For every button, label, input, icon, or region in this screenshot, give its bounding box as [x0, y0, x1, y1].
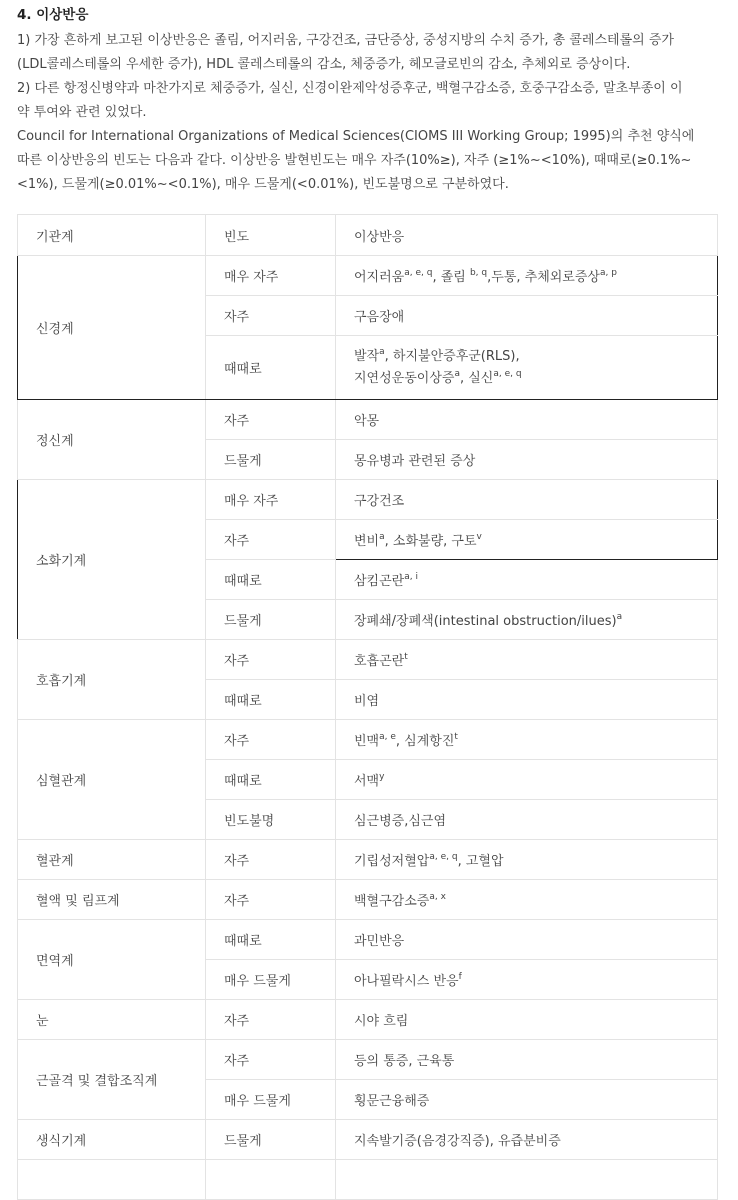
table-row: [18, 480, 718, 520]
paragraph-3: [17, 125, 721, 197]
header-organ-system: 기관계: [18, 215, 206, 256]
freq-cell: 매우 자주: [206, 480, 336, 520]
reaction-cell: 과민반응: [336, 920, 718, 960]
paragraph-2: [17, 77, 721, 125]
organ-cell-musculo: 근골격 및 결합조직계: [18, 1040, 206, 1120]
paragraph-3-line-1: Council for International Organizations of Medical Sciences(CIOMS III Working Group; 1995)의 추천 양식에: [17, 129, 695, 144]
freq-cell: 때때로: [206, 336, 336, 400]
table-row: [18, 1120, 718, 1160]
freq-cell: 때때로: [206, 560, 336, 600]
freq-cell: 자주: [206, 640, 336, 680]
freq-cell: 때때로: [206, 920, 336, 960]
freq-cell: 때때로: [206, 760, 336, 800]
reaction-cell: 등의 통증, 근육통: [336, 1040, 718, 1080]
paragraph-2-line-2: 약 투여와 관련 있었다.: [17, 105, 147, 120]
freq-cell: 자주: [206, 880, 336, 920]
freq-cell: 매우 드물게: [206, 1080, 336, 1120]
table-row: [18, 920, 718, 960]
reaction-cell: 아나필락시스 반응$^f$: [336, 960, 718, 1000]
reaction-cell: 구음장애: [336, 296, 718, 336]
paragraph-2-line-1: 2) 다른 항정신병약과 마찬가지로 체중증가, 실신, 신경이완제악성증후군, 백혈구감소증, 호중구감소증, 말초부종이 이: [17, 81, 683, 96]
organ-cell-resp: 호흡기계: [18, 640, 206, 720]
reaction-cell: 빈맥$^{a, e}$, 심계항진$^t$: [336, 720, 718, 760]
organ-cell-vascular: 혈관계: [18, 840, 206, 880]
reaction-cell: 구강건조: [336, 480, 718, 520]
reaction-cell: 어지러움$^{a, e, q}$, 졸림 $^{b, q}$,두통, 추체외로증상$^{a, p}$: [336, 256, 718, 296]
organ-cell-digest: 소화기계: [18, 480, 206, 640]
freq-cell: 드물게: [206, 600, 336, 640]
table-row: [18, 840, 718, 880]
reaction-cell: 비염: [336, 680, 718, 720]
reaction-cell: 장폐쇄/장폐색(intestinal obstruction/ilues)$^a$: [336, 600, 718, 640]
freq-cell: 때때로: [206, 680, 336, 720]
reaction-cell: 서맥$^y$: [336, 760, 718, 800]
organ-cell-neuro: 신경계: [18, 256, 206, 400]
freq-cell: 자주: [206, 720, 336, 760]
reaction-cell: 변비$^a$, 소화불량, 구토$^v$: [336, 520, 718, 560]
paragraph-1-line-1: 1) 가장 흔하게 보고된 이상반응은 졸림, 어지러움, 구강건조, 금단증상, 중성지방의 수치 증가, 총 콜레스테롤의 증가: [17, 33, 674, 48]
organ-cell-immune: 면역계: [18, 920, 206, 1000]
organ-cell-repro: 생식기계: [18, 1120, 206, 1160]
freq-cell: 자주: [206, 840, 336, 880]
reaction-cell: 지속발기증(음경강직증), 유즙분비증: [336, 1120, 718, 1160]
table-row: [18, 1000, 718, 1040]
organ-cell-eye: 눈: [18, 1000, 206, 1040]
table-row: [18, 720, 718, 760]
table-row: [18, 1160, 718, 1200]
freq-cell: 드물게: [206, 440, 336, 480]
freq-cell: 빈도불명: [206, 800, 336, 840]
reaction-cell: 백혈구감소증$^{a, x}$: [336, 880, 718, 920]
table-row: [18, 256, 718, 296]
reaction-cell: [336, 1160, 718, 1200]
table-row: [18, 880, 718, 920]
table-header-row: [18, 215, 718, 256]
paragraph-3-line-3: <1%), 드물게(≥0.01%~<0.1%), 매우 드물게(<0.01%), 빈도불명으로 구분하였다.: [17, 177, 509, 192]
header-reaction: 이상반응: [336, 215, 718, 256]
table-row: [18, 1040, 718, 1080]
freq-cell: 자주: [206, 296, 336, 336]
reaction-cell: 호흡곤란$^t$: [336, 640, 718, 680]
freq-cell: 자주: [206, 400, 336, 440]
page-content: [0, 6, 738, 1200]
paragraph-1-line-2: (LDL콜레스테롤의 우세한 증가), HDL 콜레스테롤의 감소, 체중증가, 헤모글로빈의 감소, 추체외로 증상이다.: [17, 57, 631, 72]
reaction-cell: 몽유병과 관련된 증상: [336, 440, 718, 480]
freq-cell: 자주: [206, 1040, 336, 1080]
paragraph-1: [17, 29, 721, 77]
section-title: 4. 이상반응: [17, 7, 89, 23]
reaction-cell: 시야 흐림: [336, 1000, 718, 1040]
freq-cell: 매우 자주: [206, 256, 336, 296]
organ-cell-psych: 정신계: [18, 400, 206, 480]
adverse-reaction-table: [17, 214, 718, 1200]
freq-cell: 드물게: [206, 1120, 336, 1160]
table-row: [18, 400, 718, 440]
freq-cell: 자주: [206, 520, 336, 560]
reaction-cell: 심근병증,심근염: [336, 800, 718, 840]
table-row: [18, 640, 718, 680]
freq-cell: 매우 드물게: [206, 960, 336, 1000]
paragraph-3-line-2: 따른 이상반응의 빈도는 다음과 같다. 이상반응 발현빈도는 매우 자주(10%≥), 자주 (≥1%~<10%), 때때로(≥0.1%~: [17, 153, 692, 168]
freq-cell: [206, 1160, 336, 1200]
reaction-cell: 횡문근융해증: [336, 1080, 718, 1120]
freq-cell: 자주: [206, 1000, 336, 1040]
organ-cell-cardiac: 심혈관계: [18, 720, 206, 840]
reaction-cell: 악몽: [336, 400, 718, 440]
reaction-cell: 발작$^a$, 하지불안증후군(RLS), 지연성운동이상증$^a$, 실신$^{a, e, q}$: [336, 336, 718, 400]
reaction-cell: 기립성저혈압$^{a, e, q}$, 고혈압: [336, 840, 718, 880]
header-frequency: 빈도: [206, 215, 336, 256]
organ-cell: [18, 1160, 206, 1200]
reaction-cell: 삼킴곤란$^{a, i}$: [336, 560, 718, 600]
organ-cell-blood: 혈액 및 림프계: [18, 880, 206, 920]
